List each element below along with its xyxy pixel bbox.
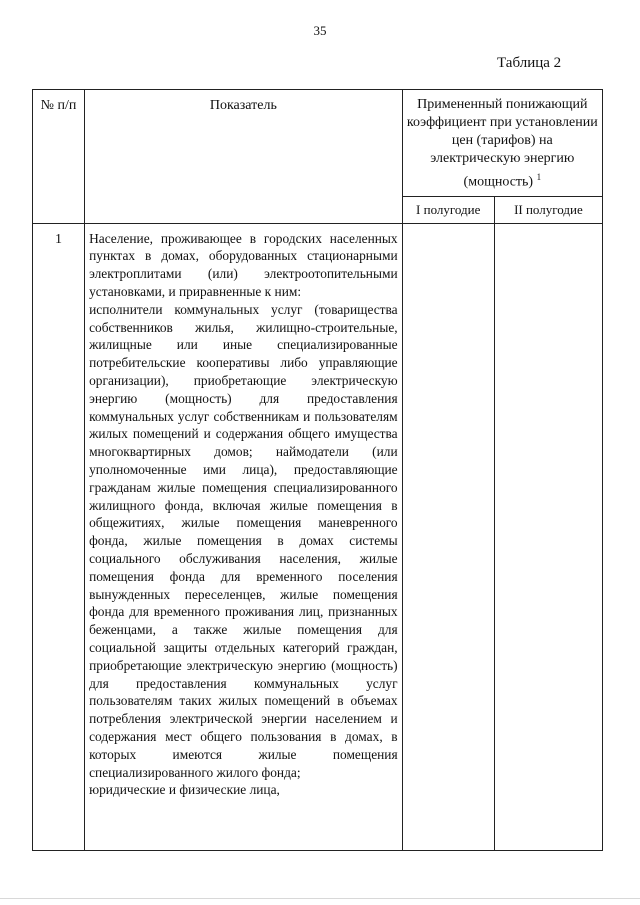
row-indicator-para-1: Население, проживающее в городских населенных пунктах в домах, оборудованных стационарными электроплитами (или) электроотопительными установками, и приравненные к ним:: [89, 230, 398, 300]
page-bottom-edge: [0, 898, 640, 899]
header-half-2: II полугодие: [494, 196, 602, 223]
row-indicator-para-3: юридические и физические лица,: [89, 782, 280, 798]
row-indicator: [85, 223, 403, 850]
row-indicator-para-2: исполнители коммунальных услуг (товарищества собственников жилья, жилищно-строительные, жилищные или иные специализированные потребительские кооперативы либо управляющие организации), приобретающие электрическую энергию (мощность) для предоставления коммунальных услуг собственникам и пользователям жилых помещений и содержания общего имущества многоквартирных домов; наймодатели (или уполномоченные ими лица), предоставляющие гражданам жилые помещения специализированного жилищного фонда, включая жилые помещения в общежитиях, жилые помещения маневренного фонда, жилые помещения в домах системы социального обслуживания населения, жилые помещения фонда для временного поселения вынужденных переселенцев, жилые помещения фонда для временного проживания лиц, признанных беженцами, а также жилые помещения для социальной защиты отдельных категорий граждан, приобретающие электрическую энергию (мощность) для предоставления коммунальных услуг пользователям таких жилых помещений в объемах потребления электрической энергии населением и содержания мест общего пользования в домах, в которых имеются жилые помещения специализированного жилого фонда;: [89, 301, 398, 780]
row-half-1-value: [402, 223, 494, 850]
footnote-marker: 1: [536, 172, 542, 182]
header-half-1: I полугодие: [402, 196, 494, 223]
header-num: № п/п: [33, 90, 85, 224]
header-coefficient: [402, 90, 602, 197]
header-coefficient-text: Примененный понижающий коэффициент при установлении цен (тарифов) на электрическую энергию (мощность): [406, 97, 598, 190]
table-row: [33, 223, 603, 850]
page-number: 35: [313, 23, 327, 38]
row-half-2-value: [494, 223, 602, 850]
coefficient-table: [32, 89, 603, 851]
table-caption: Таблица 2: [497, 55, 562, 71]
header-indicator: Показатель: [85, 90, 403, 224]
row-num: 1: [33, 223, 85, 850]
